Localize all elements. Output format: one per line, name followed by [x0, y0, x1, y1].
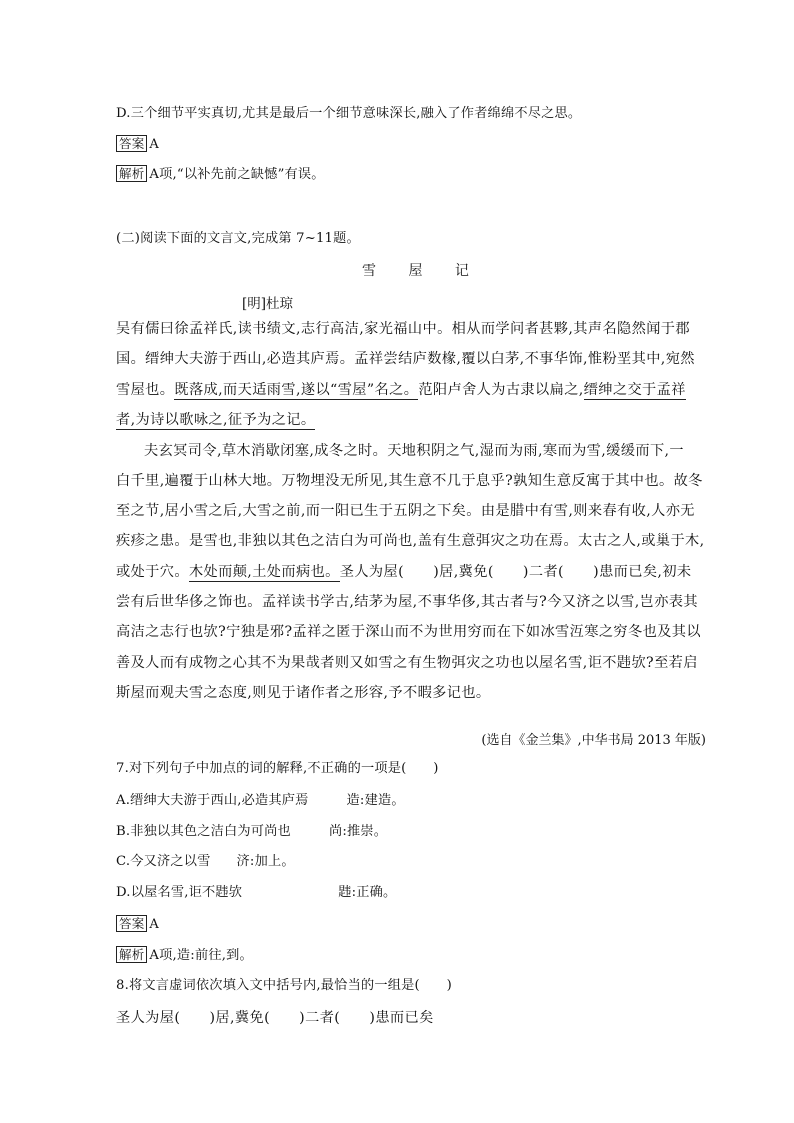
answer-value: A — [149, 137, 159, 152]
option-text: D.以屋名雪,讵不韪欤 — [116, 885, 243, 900]
p2-line-6: 尝有后世华侈之饰也。孟祥读书学古,结茅为屋,不事华侈,其古者与?今又济之以雪,岂亦表其 — [116, 594, 698, 610]
answer-tag: 答案 — [116, 915, 147, 932]
q7-option-a — [116, 792, 405, 810]
p2-line-9: 斯屋而观夫雪之态度,则见于诸作者之形容,予不暇多记也。 — [116, 685, 491, 701]
q7-stem: 7.对下列句子中加点的词的解释,不正确的一项是( ) — [116, 761, 439, 776]
option-gloss: 韪:正确。 — [338, 885, 397, 900]
analysis-text: A项,造:前往,到。 — [149, 948, 253, 963]
q6-answer-row — [116, 135, 159, 154]
underlined-sentence-1: 既落成,而天适雨雪,遂以“雪屋”名之。 — [174, 382, 419, 398]
p2-line-7: 高洁之志行也欤?宁独是邪?孟祥之匿于深山而不为世用穷而在下如冰雪沍寒之穷冬也及其以 — [116, 624, 701, 640]
answer-tag: 答案 — [116, 135, 147, 152]
p1-line-3-tail: 范阳卢舍人为古隶以扁之, — [418, 382, 584, 398]
passage-source: (选自《金兰集》,中华书局 2013 年版) — [481, 733, 706, 748]
underlined-sentence-2a: 缙绅之交于孟祥 — [583, 382, 686, 398]
p1-line-4 — [116, 411, 315, 429]
p1-line-1: 吴有儒曰徐孟祥氏,读书绩文,志行高洁,家光福山中。相从而学问者甚夥,其声名隐然闻于郡 — [116, 321, 690, 337]
q7-option-d — [116, 884, 396, 902]
analysis-tag: 解析 — [116, 946, 147, 963]
q7-analysis-row — [116, 946, 253, 965]
analysis-tag: 解析 — [116, 165, 147, 182]
q7-answer-row — [116, 915, 159, 934]
option-gloss: 尚:推崇。 — [328, 824, 388, 839]
section-intro: (二)阅读下面的文言文,完成第 7~11题。 — [116, 231, 360, 246]
p2-line-5 — [116, 563, 692, 581]
p1-line-2: 国。缙绅大夫游于西山,必造其庐焉。孟祥尝结庐数椽,覆以白茅,不事华饰,惟粉垩其中,宛然 — [116, 351, 695, 367]
q7-option-c — [116, 853, 295, 871]
q8-sentence: 圣人为屋( )居,冀免( )二者( )患而已矣 — [116, 1010, 434, 1026]
p2-line-1: 夫玄冥司令,草木消歇闭塞,成冬之时。天地积阴之气,湿而为雨,寒而为雪,缓缓而下,一 — [144, 443, 685, 459]
option-gloss: 济:加上。 — [236, 854, 295, 869]
option-gloss: 造:建造。 — [346, 793, 405, 808]
p2-line-5-tail: 圣人为屋( )居,冀免( )二者( )患而已矣,初未 — [339, 564, 692, 580]
p2-line-2: 白千里,遍覆于山林大地。万物埋没无所见,其生意不几于息乎?孰知生意反寓于其中也。故冬 — [116, 473, 703, 489]
answer-value: A — [149, 917, 159, 932]
option-text: B.非独以其色之洁白为可尚也 — [116, 824, 291, 839]
analysis-text: A项,“以补先前之缺憾”有误。 — [149, 167, 325, 182]
option-text: C.今又济之以雪 — [116, 854, 211, 869]
p2-line-3: 至之节,居小雪之后,大雪之前,而一阳已生于五阴之下矣。由是腊中有雪,则来春有收,人亦无 — [116, 503, 695, 519]
p1-line-3-head: 雪屋也。 — [116, 382, 175, 398]
q7-option-b — [116, 823, 387, 841]
p1-line-3 — [116, 381, 686, 399]
passage-author: [明]杜琼 — [242, 296, 294, 312]
option-text: A.缙绅大夫游于西山,必造其庐焉 — [116, 793, 309, 808]
underlined-sentence-2b: 者,为诗以歌咏之,征予为之记。 — [116, 412, 316, 428]
passage-title: 雪 屋 记 — [362, 263, 483, 279]
q8-stem: 8.将文言虚词依次填入文中括号内,最恰当的一组是( ) — [116, 978, 452, 993]
q6-option-d: D.三个细节平实真切,尤其是最后一个细节意味深长,融入了作者绵绵不尽之思。 — [116, 106, 582, 121]
q6-analysis-row — [116, 165, 325, 184]
underlined-sentence-3: 木处而颠,土处而病也。 — [188, 564, 340, 580]
p2-line-4: 疾疹之患。是雪也,非独以其色之洁白为可尚也,盖有生意弭灾之功在焉。太古之人,或巢于木, — [116, 533, 705, 549]
p2-line-5-head: 或处于穴。 — [116, 564, 189, 580]
p2-line-8: 善及人而有成物之心其不为果哉者则又如雪之有生物弭灾之功也以屋名雪,讵不韪欤?至若启 — [116, 655, 698, 671]
